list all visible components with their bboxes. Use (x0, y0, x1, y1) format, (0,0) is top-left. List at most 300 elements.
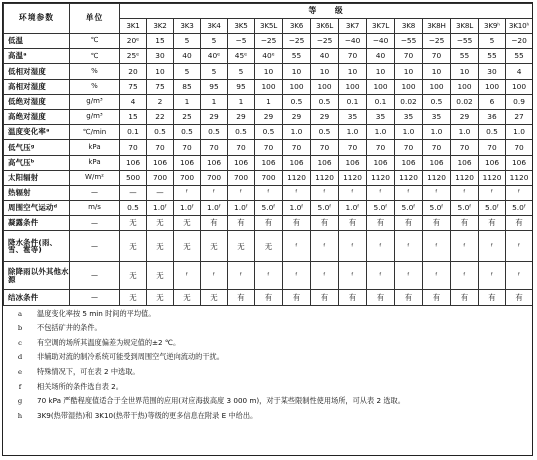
value-cell: 有 (255, 290, 283, 305)
value-cell: −20 (506, 34, 533, 49)
unit-cell: — (70, 231, 120, 262)
value-cell: 106 (367, 155, 395, 170)
value-cell: ᶠ (201, 262, 228, 290)
unit-cell: — (70, 216, 120, 231)
value-cell: — (120, 185, 147, 200)
value-cell: 有 (283, 216, 311, 231)
param-cell: 太阳辐射 (4, 170, 70, 185)
value-cell: 70 (339, 49, 367, 64)
value-cell: 20ᵉ (120, 34, 147, 49)
value-cell: 有 (451, 216, 479, 231)
value-cell: ᶠ (255, 185, 283, 200)
param-cell: 低温 (4, 34, 70, 49)
value-cell: 25ᵉ (120, 49, 147, 64)
value-cell: 100 (367, 79, 395, 94)
value-cell: 700 (147, 170, 174, 185)
value-cell: 2 (147, 94, 174, 109)
param-cell: 结冰条件 (4, 290, 70, 305)
value-cell: 95 (228, 79, 255, 94)
value-cell: ᶠ (367, 185, 395, 200)
unit-cell: — (70, 185, 120, 200)
value-cell: 5 (479, 34, 506, 49)
value-cell: 0.1 (339, 94, 367, 109)
value-cell: 35 (367, 109, 395, 124)
value-cell: 无 (120, 290, 147, 305)
value-cell: 10 (423, 64, 451, 79)
class-header-cell: 3K6L (311, 19, 339, 34)
value-cell: 55 (506, 49, 533, 64)
value-cell: ᶠ (451, 231, 479, 262)
footnote (3, 382, 532, 392)
value-cell: ᶠ (479, 231, 506, 262)
value-cell: 有 (506, 216, 533, 231)
param-cell: 降水条件(雨、雪、雹等) (4, 231, 70, 262)
value-cell: 0.5 (311, 125, 339, 140)
class-header-cell: 3K4 (201, 19, 228, 34)
footnote-mark: d (17, 353, 23, 362)
value-cell: 100 (283, 79, 311, 94)
header-param: 环境参数 (4, 4, 70, 34)
value-cell: −25 (423, 34, 451, 49)
value-cell: 5.0ᶠ (311, 201, 339, 216)
value-cell: 700 (255, 170, 283, 185)
value-cell: ᶠ (367, 262, 395, 290)
value-cell: 106 (423, 155, 451, 170)
value-cell: 5.0ᶠ (395, 201, 423, 216)
param-cell: 热辐射 (4, 185, 70, 200)
value-cell: 70 (423, 49, 451, 64)
value-cell: 有 (479, 216, 506, 231)
value-cell: 有 (451, 290, 479, 305)
value-cell: 有 (228, 216, 255, 231)
value-cell: 70 (423, 140, 451, 155)
table-row (4, 170, 533, 185)
value-cell: 29 (451, 109, 479, 124)
value-cell: 1120 (339, 170, 367, 185)
value-cell: 1.0 (283, 125, 311, 140)
value-cell: 70 (395, 49, 423, 64)
value-cell: 40 (174, 49, 201, 64)
value-cell: ᶠ (311, 185, 339, 200)
value-cell: 5 (201, 64, 228, 79)
value-cell: 35 (423, 109, 451, 124)
value-cell: 29 (255, 109, 283, 124)
value-cell: 35 (339, 109, 367, 124)
value-cell: 无 (147, 290, 174, 305)
footnote-text: 不包括矿井的条件。 (37, 323, 102, 333)
value-cell: 无 (255, 231, 283, 262)
value-cell: 1120 (479, 170, 506, 185)
value-cell: 1.0 (395, 125, 423, 140)
footnote-mark: f (18, 382, 22, 391)
value-cell: ᶠ (451, 185, 479, 200)
value-cell: ᶠ (506, 185, 533, 200)
value-cell: ᶠ (228, 262, 255, 290)
value-cell: −55 (395, 34, 423, 49)
value-cell: 70 (228, 140, 255, 155)
table-row (4, 262, 533, 290)
value-cell: 106 (395, 155, 423, 170)
value-cell: 100 (506, 79, 533, 94)
unit-cell: % (70, 64, 120, 79)
value-cell: ᶠ (311, 231, 339, 262)
value-cell: 5.0ᶠ (255, 201, 283, 216)
value-cell: 0.1 (367, 94, 395, 109)
class-header-cell: 3K2 (147, 19, 174, 34)
value-cell: 30 (479, 64, 506, 79)
value-cell: 无 (228, 231, 255, 262)
value-cell: 5.0ᶠ (479, 201, 506, 216)
footnote-text: 特殊情况下，可在表 2 中选取。 (37, 367, 140, 376)
value-cell: 5.0ᶠ (506, 201, 533, 216)
value-cell: 29 (311, 109, 339, 124)
value-cell: ᶠ (395, 185, 423, 200)
value-cell: 0.02 (395, 94, 423, 109)
value-cell: 有 (423, 216, 451, 231)
value-cell: 1.0ᶠ (228, 201, 255, 216)
value-cell: 70 (367, 140, 395, 155)
value-cell: 1120 (395, 170, 423, 185)
value-cell: 106 (506, 155, 533, 170)
param-cell: 周围空气运动ᵈ (4, 201, 70, 216)
class-header-cell: 3K9ʰ (479, 19, 506, 34)
value-cell: −5 (228, 34, 255, 49)
value-cell: 55 (479, 49, 506, 64)
class-header-cell: 3K6 (283, 19, 311, 34)
footnote-mark: a (17, 309, 23, 318)
environment-parameters-table (3, 3, 533, 306)
table-row (4, 94, 533, 109)
param-cell: 高相对湿度 (4, 79, 70, 94)
value-cell: 106 (147, 155, 174, 170)
value-cell: 无 (174, 290, 201, 305)
value-cell: 有 (283, 290, 311, 305)
value-cell: 106 (479, 155, 506, 170)
value-cell: −25 (255, 34, 283, 49)
value-cell: 55 (451, 49, 479, 64)
value-cell: 1 (174, 94, 201, 109)
value-cell: 有 (479, 290, 506, 305)
table-row (4, 155, 533, 170)
value-cell: 10 (395, 64, 423, 79)
value-cell: 75 (147, 79, 174, 94)
value-cell: 75 (120, 79, 147, 94)
value-cell: 1.0 (367, 125, 395, 140)
value-cell: 4 (506, 64, 533, 79)
value-cell: 0.5 (479, 125, 506, 140)
footnote (3, 396, 532, 406)
value-cell: 20 (120, 64, 147, 79)
value-cell: 70 (395, 140, 423, 155)
value-cell: 29 (228, 109, 255, 124)
table-body (4, 4, 533, 306)
value-cell: 1.0ᶠ (201, 201, 228, 216)
value-cell: 70 (201, 140, 228, 155)
value-cell: 100 (479, 79, 506, 94)
value-cell: ᶠ (201, 185, 228, 200)
footnote (3, 411, 532, 421)
footnote-mark: b (17, 324, 23, 333)
value-cell: 有 (367, 216, 395, 231)
value-cell: 5.0ᶠ (367, 201, 395, 216)
value-cell: 95 (201, 79, 228, 94)
table-row (4, 34, 533, 49)
table-row (4, 185, 533, 200)
value-cell: 1120 (311, 170, 339, 185)
value-cell: 0.5 (120, 201, 147, 216)
value-cell: 无 (147, 262, 174, 290)
value-cell: ᶠ (228, 185, 255, 200)
value-cell: 0.5 (228, 125, 255, 140)
value-cell: 有 (201, 216, 228, 231)
unit-cell: m/s (70, 201, 120, 216)
value-cell: ᶠ (283, 185, 311, 200)
environment-table-sheet (2, 2, 533, 456)
value-cell: 1120 (451, 170, 479, 185)
param-cell: 低气压ᶢ (4, 140, 70, 155)
value-cell: 1.0ᶠ (283, 201, 311, 216)
table-row (4, 64, 533, 79)
class-header-cell: 3K8H (423, 19, 451, 34)
header-row-1 (4, 4, 533, 19)
value-cell: 106 (120, 155, 147, 170)
footnote-text: 3K9(热带湿热)和 3K10(热带干热)等级的更多信息在附录 E 中给出。 (37, 410, 258, 420)
value-cell: 10 (451, 64, 479, 79)
value-cell: 0.1 (120, 125, 147, 140)
value-cell: ᶠ (174, 185, 201, 200)
footnote-mark: g (17, 397, 23, 406)
footnote (3, 323, 532, 333)
param-cell: 除降雨以外其他水源 (4, 262, 70, 290)
value-cell: 5 (201, 34, 228, 49)
class-header-cell: 3K8 (395, 19, 423, 34)
value-cell: 有 (255, 216, 283, 231)
value-cell: 45ᵉ (228, 49, 255, 64)
value-cell: 106 (228, 155, 255, 170)
table-row (4, 79, 533, 94)
value-cell: 10 (147, 64, 174, 79)
value-cell: 1.0ᶠ (147, 201, 174, 216)
table-row (4, 140, 533, 155)
footnote-mark: h (17, 411, 23, 420)
param-cell: 低绝对湿度 (4, 94, 70, 109)
value-cell: 0.9 (506, 94, 533, 109)
value-cell: 106 (339, 155, 367, 170)
value-cell: 100 (339, 79, 367, 94)
table-row (4, 109, 533, 124)
value-cell: 1120 (283, 170, 311, 185)
value-cell: 有 (339, 216, 367, 231)
value-cell: 有 (228, 290, 255, 305)
value-cell: ᶠ (506, 262, 533, 290)
value-cell: ᶠ (367, 231, 395, 262)
value-cell: 70 (255, 140, 283, 155)
unit-cell: g/m³ (70, 94, 120, 109)
class-header-cell: 3K7L (367, 19, 395, 34)
value-cell: 无 (201, 231, 228, 262)
unit-cell: kPa (70, 155, 120, 170)
param-cell: 温度变化率ᵃ (4, 125, 70, 140)
value-cell: 1 (201, 94, 228, 109)
value-cell: ᶠ (311, 262, 339, 290)
value-cell: 无 (174, 216, 201, 231)
value-cell: 70 (479, 140, 506, 155)
class-header-cell: 3K8L (451, 19, 479, 34)
value-cell: ᶠ (339, 231, 367, 262)
value-cell: 有 (395, 290, 423, 305)
value-cell: 500 (120, 170, 147, 185)
value-cell: 10 (339, 64, 367, 79)
value-cell: −25 (283, 34, 311, 49)
value-cell: 0.5 (255, 125, 283, 140)
unit-cell: ℃ (70, 49, 120, 64)
table-row (4, 290, 533, 305)
value-cell: 有 (311, 290, 339, 305)
value-cell: 5.0ᶠ (451, 201, 479, 216)
value-cell: 106 (255, 155, 283, 170)
value-cell: 5 (174, 34, 201, 49)
footnote-mark: e (17, 368, 23, 376)
value-cell: ᶠ (283, 231, 311, 262)
value-cell: ᶠ (174, 262, 201, 290)
value-cell: ᶠ (395, 262, 423, 290)
value-cell: 无 (120, 216, 147, 231)
value-cell: 35 (395, 109, 423, 124)
table-row (4, 49, 533, 64)
value-cell: 1 (228, 94, 255, 109)
unit-cell: W/m² (70, 170, 120, 185)
footnote-text: 温度变化率按 5 min 时间的平均值。 (37, 308, 156, 318)
value-cell: 5.0ᶠ (423, 201, 451, 216)
value-cell: 100 (451, 79, 479, 94)
value-cell: 1.0ᶠ (174, 201, 201, 216)
value-cell: 有 (395, 216, 423, 231)
value-cell: 40ᵉ (201, 49, 228, 64)
value-cell: 55 (283, 49, 311, 64)
value-cell: 1.0 (423, 125, 451, 140)
value-cell: 106 (174, 155, 201, 170)
value-cell: −40 (339, 34, 367, 49)
value-cell: 15 (120, 109, 147, 124)
unit-cell: ℃ (70, 34, 120, 49)
value-cell: ᶠ (255, 262, 283, 290)
value-cell: 10 (311, 64, 339, 79)
value-cell: 29 (201, 109, 228, 124)
value-cell: ᶠ (506, 231, 533, 262)
value-cell: ᶠ (423, 231, 451, 262)
unit-cell: kPa (70, 140, 120, 155)
value-cell: 0.5 (283, 94, 311, 109)
value-cell: 1120 (367, 170, 395, 185)
value-cell: 15 (147, 34, 174, 49)
value-cell: 40 (311, 49, 339, 64)
value-cell: 1.0 (339, 125, 367, 140)
value-cell: ᶠ (423, 185, 451, 200)
value-cell: 36 (479, 109, 506, 124)
value-cell: 70 (283, 140, 311, 155)
value-cell: 0.5 (311, 94, 339, 109)
value-cell: 有 (311, 216, 339, 231)
value-cell: 6 (479, 94, 506, 109)
value-cell: 22 (147, 109, 174, 124)
value-cell: 1.0 (451, 125, 479, 140)
value-cell: 1120 (506, 170, 533, 185)
value-cell: 无 (147, 231, 174, 262)
footnote (3, 367, 532, 377)
value-cell: 0.5 (147, 125, 174, 140)
value-cell: 有 (367, 290, 395, 305)
value-cell: 0.5 (201, 125, 228, 140)
value-cell: 40 (367, 49, 395, 64)
value-cell: 700 (174, 170, 201, 185)
value-cell: 1.0ᶠ (339, 201, 367, 216)
value-cell: 106 (451, 155, 479, 170)
value-cell: 4 (120, 94, 147, 109)
value-cell: 70 (451, 140, 479, 155)
value-cell: 100 (255, 79, 283, 94)
param-cell: 高温ᵃ (4, 49, 70, 64)
value-cell: 0.02 (451, 94, 479, 109)
unit-cell: g/m³ (70, 109, 120, 124)
table-row (4, 231, 533, 262)
value-cell: 700 (228, 170, 255, 185)
param-cell: 高绝对湿度 (4, 109, 70, 124)
value-cell: 85 (174, 79, 201, 94)
value-cell: 5 (228, 64, 255, 79)
value-cell: 106 (311, 155, 339, 170)
param-cell: 高气压ᵇ (4, 155, 70, 170)
value-cell: −40 (367, 34, 395, 49)
footnote-text: 非辅助对流的制冷系统可能受到周围空气逆向流动的干扰。 (37, 352, 224, 362)
class-header-cell: 3K7 (339, 19, 367, 34)
footnote (3, 352, 532, 362)
class-header-cell: 3K5 (228, 19, 255, 34)
value-cell: 5 (174, 64, 201, 79)
value-cell: 1 (255, 94, 283, 109)
class-header-cell: 3K3 (174, 19, 201, 34)
value-cell: 27 (506, 109, 533, 124)
value-cell: 100 (311, 79, 339, 94)
value-cell: 1120 (423, 170, 451, 185)
unit-cell: — (70, 290, 120, 305)
value-cell: 100 (395, 79, 423, 94)
header-grade: 等 级 (120, 4, 533, 19)
value-cell: 无 (120, 262, 147, 290)
class-header-cell: 3K1 (120, 19, 147, 34)
value-cell: 有 (423, 290, 451, 305)
value-cell: 0.5 (423, 94, 451, 109)
value-cell: 1.0 (506, 125, 533, 140)
value-cell: −25 (311, 34, 339, 49)
value-cell: 29 (283, 109, 311, 124)
value-cell: 无 (120, 231, 147, 262)
table-notes (3, 306, 532, 422)
value-cell: 有 (506, 290, 533, 305)
value-cell: ᶠ (451, 262, 479, 290)
value-cell: 10 (255, 64, 283, 79)
value-cell: 70 (311, 140, 339, 155)
value-cell: ᶠ (423, 262, 451, 290)
value-cell: 106 (201, 155, 228, 170)
footnote (3, 338, 532, 348)
value-cell: 10 (283, 64, 311, 79)
value-cell: 106 (283, 155, 311, 170)
value-cell: 无 (147, 216, 174, 231)
value-cell: — (147, 185, 174, 200)
table-row (4, 201, 533, 216)
footnote-text: 相关场所的条件选自表 2。 (37, 381, 123, 391)
value-cell: 100 (423, 79, 451, 94)
